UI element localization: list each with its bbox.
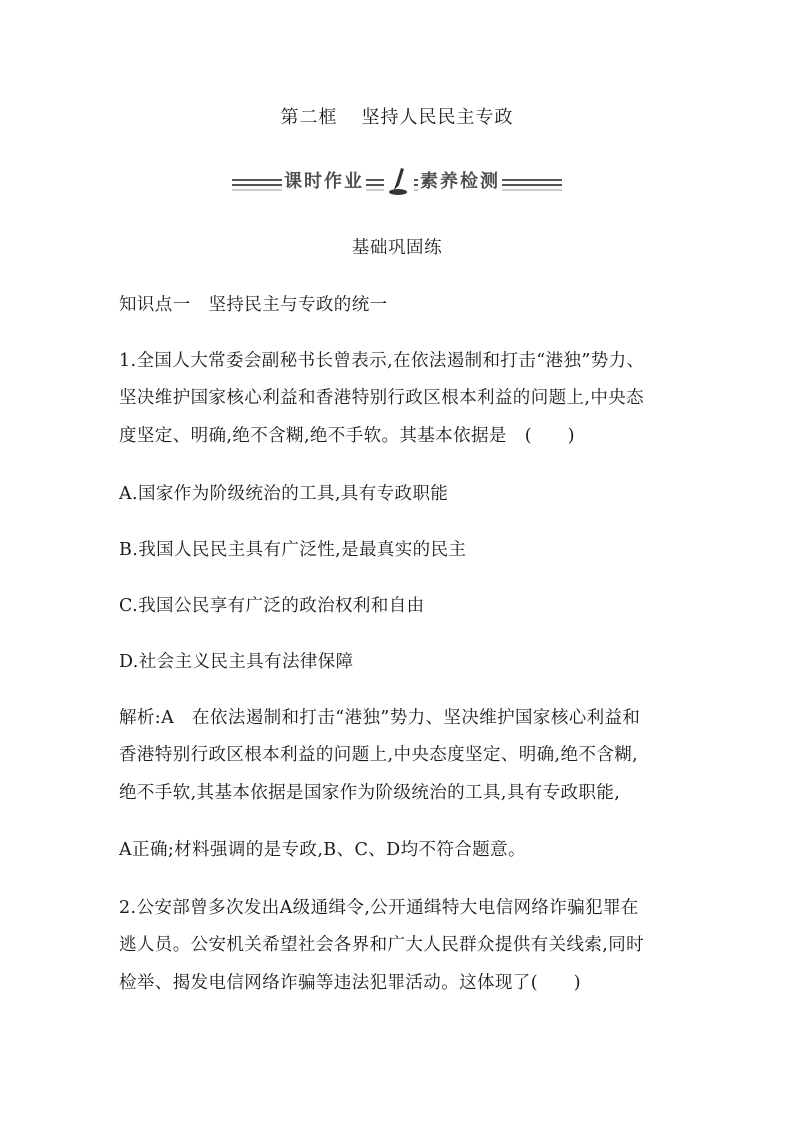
page-title bbox=[0, 106, 794, 130]
lesson-title: 坚持人民民主专政 bbox=[361, 107, 514, 128]
q1-analysis-line: 绝不手软,其基本依据是国家作为阶级统治的工具,具有专政职能, bbox=[119, 783, 621, 803]
q1-option-a: A.国家作为阶级统治的工具,具有专政职能 bbox=[119, 484, 449, 504]
q1-option-d: D.社会主义民主具有法律保障 bbox=[119, 652, 354, 672]
fountain-pen-icon bbox=[384, 166, 414, 196]
banner-left-text: 课时作业 bbox=[284, 171, 364, 192]
q2-stem-line: 逃人员。公安机关希望社会各界和广大人民群众提供有关线索,同时 bbox=[119, 935, 645, 955]
q1-option-c: C.我国公民享有广泛的政治权利和自由 bbox=[119, 596, 425, 616]
q1-analysis-line: 解析:A 在依法遏制和打击“港独”势力、坚决维护国家核心利益和 bbox=[119, 708, 641, 728]
section-heading: 基础巩固练 bbox=[351, 238, 443, 258]
knowledge-point-heading: 知识点一 坚持民主与专政的统一 bbox=[119, 295, 388, 315]
q1-analysis-line: A正确;材料强调的是专政,B、C、D均不符合题意。 bbox=[119, 840, 526, 860]
q1-stem-line: 坚决维护国家核心利益和香港特别行政区根本利益的问题上,中央态 bbox=[119, 388, 645, 408]
q2-stem-line: 检举、揭发电信网络诈骗等违法犯罪活动。这体现了( ) bbox=[119, 973, 581, 993]
q1-analysis-line: 香港特别行政区根本利益的问题上,中央态度坚定、明确,绝不含糊, bbox=[119, 745, 639, 765]
banner-right-text: 素养检测 bbox=[420, 171, 500, 192]
lesson-label: 第二框 bbox=[280, 107, 338, 128]
homework-banner bbox=[232, 166, 562, 198]
q1-stem-line: 1.全国人大常委会副秘书长曾表示,在依法遏制和打击“港独”势力、 bbox=[119, 351, 645, 371]
q1-stem-line: 度坚定、明确,绝不含糊,绝不手软。其基本依据是 ( ) bbox=[119, 426, 575, 446]
q2-stem-line: 2.公安部曾多次发出A级通缉令,公开通缉特大电信网络诈骗犯罪在 bbox=[119, 898, 639, 918]
q1-option-b: B.我国人民民主具有广泛性,是最真实的民主 bbox=[119, 540, 467, 560]
